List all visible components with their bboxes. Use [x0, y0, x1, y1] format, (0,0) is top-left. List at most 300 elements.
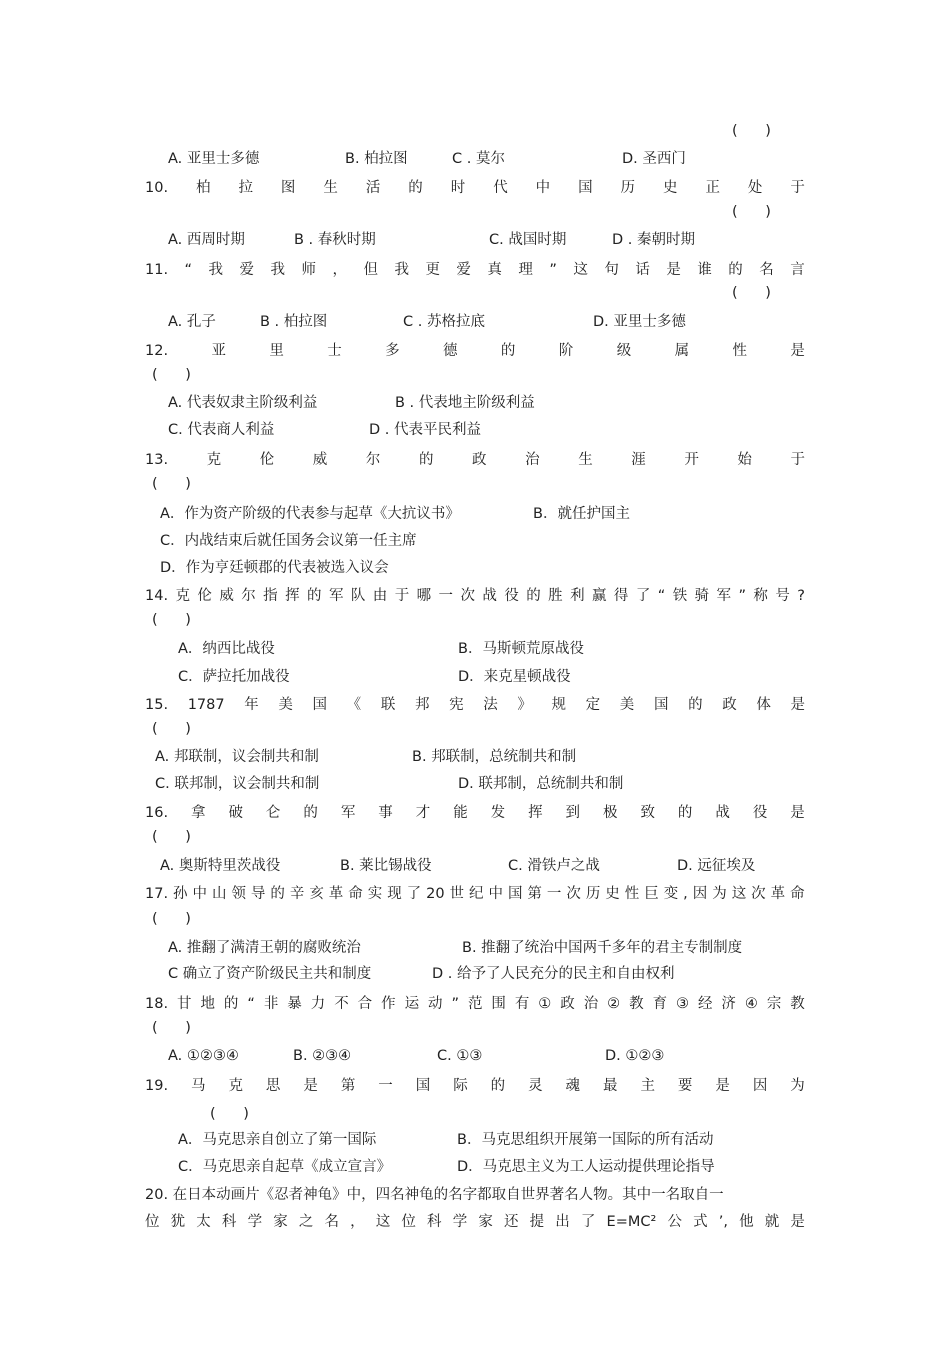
stem-char: 的: [677, 805, 693, 821]
stem-char: 美: [619, 697, 635, 713]
stem-char: 不: [334, 996, 349, 1012]
stem-char: 亚: [211, 343, 226, 359]
q13-option-b: B．就任护国主: [533, 506, 630, 522]
stem-char: ④: [744, 996, 758, 1012]
stem-char: 时: [450, 180, 466, 196]
stem-char: 柏: [196, 180, 211, 196]
stem-char: 次: [751, 886, 766, 902]
stem-char: 的: [303, 805, 318, 821]
stem-char: 我: [394, 262, 409, 278]
stem-char: 事: [378, 805, 393, 821]
stem-char: 辛: [289, 886, 305, 902]
stem-char: 的: [270, 886, 285, 902]
stem-char: 有: [514, 996, 530, 1012]
stem-char: 的: [223, 996, 239, 1012]
q16-stem: [145, 803, 805, 823]
stem-char: 次: [566, 886, 581, 902]
stem-char: 第: [527, 886, 542, 902]
stem-char: ?: [797, 588, 805, 604]
stem-char: 的: [307, 588, 322, 604]
stem-char: 太: [196, 1214, 211, 1230]
q16-option-b: B. 莱比锡战役: [340, 858, 432, 874]
q17-option-d: D . 给予了人民充分的民主和自由权利: [432, 966, 675, 982]
stem-char: 动: [428, 996, 443, 1012]
stem-char: 仑: [265, 805, 281, 821]
stem-char: 克: [228, 1078, 243, 1094]
stem-char: 德: [443, 343, 458, 359]
stem-char: 史: [663, 180, 678, 196]
stem-char: 10.: [145, 180, 169, 196]
stem-char: 多: [385, 343, 400, 359]
stem-char: 科: [221, 1214, 237, 1230]
stem-char: 伦: [197, 588, 212, 604]
stem-char: 1787: [187, 697, 225, 713]
q15-answer-paren: ( ): [152, 721, 191, 737]
stem-char: 力: [310, 996, 326, 1012]
stem-char: 利: [570, 588, 585, 604]
stem-char: 威: [219, 588, 234, 604]
q14-option-b: B．马斯顿荒原战役: [458, 641, 584, 657]
stem-char: 经: [697, 996, 713, 1012]
stem-char: 巨: [644, 886, 659, 902]
stem-char: 非: [263, 996, 279, 1012]
stem-char: 挥: [528, 805, 543, 821]
q12-answer-paren: ( ): [152, 367, 191, 383]
stem-char: 代: [493, 180, 508, 196]
stem-char: 马: [191, 1078, 206, 1094]
stem-char: 法: [483, 697, 498, 713]
stem-char: 生: [578, 452, 593, 468]
q16-option-d: D. 远征埃及: [677, 858, 756, 874]
stem-char: 犹: [170, 1214, 186, 1230]
q19-option-d: D．马克思主义为工人运动提供理论指导: [457, 1159, 715, 1175]
q13-stem: [145, 450, 805, 470]
stem-char: 图: [280, 180, 296, 196]
stem-char: 处: [747, 180, 763, 196]
stem-char: 的: [728, 262, 743, 278]
stem-char: 称: [753, 588, 768, 604]
stem-char: 威: [312, 452, 328, 468]
stem-char: 世: [449, 886, 465, 902]
stem-char: 18.: [145, 996, 169, 1012]
stem-char: 孙: [173, 886, 188, 902]
stem-char: “: [184, 262, 193, 278]
stem-char: 生: [323, 180, 338, 196]
q12-option-c: C. 代表商人利益: [168, 422, 275, 438]
stem-char: 为: [712, 886, 727, 902]
q9-answer-paren: ( ): [732, 123, 771, 139]
stem-char: 始: [737, 452, 752, 468]
q16-option-a: A. 奥斯特里茨战役: [160, 858, 281, 874]
stem-char: ’,: [718, 1214, 728, 1230]
stem-char: 命: [348, 886, 363, 902]
stem-char: 位: [401, 1214, 416, 1230]
stem-char: 主: [640, 1078, 655, 1094]
stem-char: 我: [270, 262, 286, 278]
stem-char: 革: [328, 886, 344, 902]
stem-char: 极: [603, 805, 618, 821]
stem-char: 号: [775, 588, 790, 604]
q12-option-b: B . 代表地主阶级利益: [395, 395, 535, 411]
stem-char: 师: [301, 262, 316, 278]
stem-char: 科: [427, 1214, 442, 1230]
stem-char: “: [657, 588, 666, 604]
stem-char: 济: [721, 996, 736, 1012]
q17-answer-paren: ( ): [152, 911, 191, 927]
stem-char: 役: [752, 805, 768, 821]
stem-char: 年: [244, 697, 259, 713]
q20-stem-line1: 20. 在日本动画片《忍者神龟》中，四名神龟的名字都取自世界著名人物。其中一名取自一: [145, 1187, 724, 1203]
stem-char: 于: [790, 180, 805, 196]
stem-char: 更: [425, 262, 440, 278]
stem-char: 14.: [145, 588, 169, 604]
stem-char: 他: [739, 1214, 754, 1230]
stem-char: 谁: [697, 262, 712, 278]
stem-char: 发: [490, 805, 506, 821]
stem-char: ”: [451, 996, 459, 1012]
q10-answer-paren: ( ): [732, 204, 771, 220]
stem-char: 的: [408, 180, 423, 196]
stem-char: 实: [367, 886, 383, 902]
q12-stem: [145, 341, 805, 361]
q10-option-b: B . 春秋时期: [294, 232, 376, 248]
stem-char: 国: [578, 180, 593, 196]
stem-char: 12.: [145, 343, 169, 359]
q15-option-d: D. 联邦制，总统制共和制: [458, 776, 624, 792]
stem-char: 名: [324, 1214, 339, 1230]
stem-char: 革: [770, 886, 786, 902]
stem-char: ③: [676, 996, 690, 1012]
stem-char: 宪: [449, 697, 464, 713]
stem-char: 士: [327, 343, 342, 359]
stem-char: 位: [145, 1214, 160, 1230]
stem-char: 思: [265, 1078, 281, 1094]
q19-answer-paren: ( ): [210, 1106, 249, 1122]
stem-char: 邦: [414, 697, 430, 713]
q19-stem: [145, 1076, 805, 1096]
q11-option-b: B . 柏拉图: [260, 314, 328, 330]
stem-char: 因: [692, 886, 708, 902]
stem-char: 中: [192, 886, 207, 902]
q9-option-c: C . 莫尔: [452, 151, 505, 167]
q13-option-c: C．内战结束后就任国务会议第一任主席: [160, 533, 417, 549]
q15-stem: [145, 695, 805, 715]
q11-stem: [145, 260, 805, 280]
stem-char: 因: [752, 1078, 768, 1094]
stem-char: 历: [620, 180, 636, 196]
stem-char: 才: [415, 805, 431, 821]
stem-char: 纪: [469, 886, 484, 902]
stem-char: 学: [452, 1214, 468, 1230]
stem-char: 围: [491, 996, 506, 1012]
stem-char: 属: [674, 343, 690, 359]
stem-char: 的: [688, 697, 703, 713]
stem-char: 领: [231, 886, 246, 902]
stem-char: 次: [460, 588, 475, 604]
stem-char: 理: [518, 262, 533, 278]
stem-char: 提: [529, 1214, 545, 1230]
stem-char: 克: [206, 452, 222, 468]
stem-char: 的: [500, 343, 516, 359]
stem-char: 国: [653, 697, 669, 713]
q12-option-d: D . 代表平民利益: [369, 422, 481, 438]
stem-char: 胜: [548, 588, 563, 604]
stem-char: 16.: [145, 805, 169, 821]
stem-char: 这: [573, 262, 588, 278]
stem-char: “: [247, 996, 255, 1012]
q18-stem: [145, 994, 805, 1014]
stem-char: 里: [269, 343, 284, 359]
stem-char: 伦: [259, 452, 275, 468]
q9-option-a: A. 亚里士多德: [168, 151, 260, 167]
q20-stem-line2: [145, 1212, 805, 1232]
stem-char: ，: [332, 262, 347, 278]
stem-char: 际: [453, 1078, 468, 1094]
stem-char: 教: [790, 996, 805, 1012]
q19-option-c: C．马克思亲自起草《成立宣言》: [178, 1159, 392, 1175]
stem-char: 战: [482, 588, 497, 604]
stem-char: 》: [517, 697, 532, 713]
q19-option-b: B．马克思组织开展第一国际的所有活动: [457, 1132, 714, 1148]
stem-char: 是: [790, 697, 805, 713]
stem-char: ,: [683, 886, 688, 902]
stem-char: 之: [298, 1214, 314, 1230]
stem-char: 名: [759, 262, 774, 278]
stem-char: ①: [538, 996, 552, 1012]
stem-char: 治: [583, 996, 599, 1012]
stem-char: 尔: [365, 452, 381, 468]
stem-char: 合: [357, 996, 373, 1012]
stem-char: 学: [247, 1214, 263, 1230]
stem-char: 要: [677, 1078, 693, 1094]
stem-char: 句: [604, 262, 619, 278]
stem-char: 活: [365, 180, 381, 196]
q16-answer-paren: ( ): [152, 829, 191, 845]
q10-option-d: D . 秦朝时期: [612, 232, 695, 248]
stem-char: 还: [503, 1214, 519, 1230]
stem-char: 赢: [592, 588, 607, 604]
stem-char: 能: [453, 805, 468, 821]
stem-char: 政: [472, 452, 487, 468]
stem-char: 亥: [309, 886, 324, 902]
q11-answer-paren: ( ): [732, 285, 771, 301]
stem-char: 涯: [631, 452, 646, 468]
stem-char: 定: [585, 697, 601, 713]
stem-char: 现: [387, 886, 402, 902]
stem-char: 了: [406, 886, 422, 902]
stem-char: 11.: [145, 262, 169, 278]
stem-char: 美: [278, 697, 293, 713]
q10-option-a: A. 西周时期: [168, 232, 245, 248]
q17-option-a: A. 推翻了满清王朝的腐败统治: [168, 940, 361, 956]
stem-char: 的: [418, 452, 434, 468]
stem-char: 我: [208, 262, 224, 278]
stem-char: ”: [738, 588, 746, 604]
stem-char: 联: [380, 697, 396, 713]
q17-option-b: B. 推翻了统治中国两千多年的君主专制制度: [462, 940, 743, 956]
q10-stem: [145, 178, 805, 198]
stem-char: 性: [624, 886, 640, 902]
q18-answer-paren: ( ): [152, 1020, 191, 1036]
q13-option-a: A．作为资产阶级的代表参与起草《大抗议书》: [160, 506, 460, 522]
stem-char: 这: [731, 886, 747, 902]
stem-char: 开: [684, 452, 699, 468]
stem-char: 公: [667, 1214, 682, 1230]
stem-char: 真: [487, 262, 502, 278]
stem-char: 破: [228, 805, 243, 821]
stem-char: E=MC²: [606, 1214, 657, 1230]
stem-char: ，: [350, 1214, 365, 1230]
q10-option-c: C. 战国时期: [489, 232, 567, 248]
stem-char: 骑: [694, 588, 710, 604]
stem-char: 家: [273, 1214, 288, 1230]
stem-char: 致: [640, 805, 655, 821]
stem-char: 就: [764, 1214, 780, 1230]
q19-option-a: A．马克思亲自创立了第一国际: [178, 1132, 377, 1148]
stem-char: 运: [404, 996, 420, 1012]
q17-option-c: C 确立了资产阶级民主共和制度: [168, 966, 372, 982]
q11-option-a: A. 孔子: [168, 314, 216, 330]
stem-char: 指: [263, 588, 278, 604]
stem-char: 一: [378, 1078, 393, 1094]
stem-char: 教: [629, 996, 644, 1012]
q9-option-d: D. 圣西门: [622, 151, 686, 167]
stem-char: 13.: [145, 452, 169, 468]
q14-answer-paren: ( ): [152, 612, 191, 628]
stem-char: 正: [705, 180, 720, 196]
stem-char: 哪: [416, 588, 432, 604]
stem-char: 是: [666, 262, 681, 278]
stem-char: 得: [613, 588, 629, 604]
stem-char: 的: [490, 1078, 506, 1094]
stem-char: 宗: [766, 996, 782, 1012]
stem-char: 第: [340, 1078, 356, 1094]
stem-char: 历: [585, 886, 601, 902]
stem-char: 命: [790, 886, 805, 902]
stem-char: 导: [250, 886, 266, 902]
stem-char: 育: [652, 996, 668, 1012]
q11-option-c: C . 苏格拉底: [403, 314, 485, 330]
stem-char: 体: [756, 697, 771, 713]
stem-char: 甘: [177, 996, 192, 1012]
stem-char: 为: [790, 1078, 805, 1094]
stem-char: 17.: [145, 886, 169, 902]
stem-char: 铁: [672, 588, 688, 604]
q14-stem: [145, 586, 805, 606]
q18-option-b: B. ②③④: [293, 1048, 352, 1064]
stem-char: 政: [722, 697, 737, 713]
stem-char: 魂: [565, 1078, 581, 1094]
stem-char: 军: [716, 588, 732, 604]
stem-char: 国: [312, 697, 328, 713]
stem-char: 爱: [456, 262, 471, 278]
stem-char: 作: [381, 996, 396, 1012]
stem-char: 是: [790, 1214, 805, 1230]
stem-char: 克: [175, 588, 190, 604]
stem-char: 队: [350, 588, 366, 604]
stem-char: 役: [504, 588, 519, 604]
stem-char: 国: [415, 1078, 431, 1094]
stem-char: 20: [426, 886, 445, 902]
q9-option-b: B. 柏拉图: [345, 151, 408, 167]
q14-option-c: C．萨拉托加战役: [178, 669, 290, 685]
stem-char: 挥: [285, 588, 300, 604]
q15-option-b: B. 邦联制，总统制共和制: [412, 749, 577, 765]
stem-char: 拿: [191, 805, 206, 821]
q13-answer-paren: ( ): [152, 476, 191, 492]
stem-char: 的: [526, 588, 541, 604]
stem-char: 军: [340, 805, 356, 821]
stem-char: 军: [328, 588, 344, 604]
stem-char: 中: [488, 886, 503, 902]
stem-char: 尔: [241, 588, 256, 604]
stem-char: 话: [635, 262, 650, 278]
stem-char: 了: [635, 588, 651, 604]
stem-char: 阶: [558, 343, 574, 359]
stem-char: 国: [507, 886, 523, 902]
q11-option-d: D. 亚里士多德: [593, 314, 686, 330]
q14-option-a: A．纳西比战役: [178, 641, 275, 657]
q16-option-c: C. 滑铁卢之战: [508, 858, 600, 874]
stem-char: 是: [790, 805, 805, 821]
stem-char: 由: [372, 588, 388, 604]
stem-char: 性: [732, 343, 747, 359]
q17-stem: [145, 884, 805, 904]
stem-char: 中: [535, 180, 551, 196]
stem-char: 山: [211, 886, 227, 902]
stem-char: 范: [467, 996, 483, 1012]
stem-char: 家: [478, 1214, 493, 1230]
stem-char: 级: [616, 343, 632, 359]
stem-char: 于: [394, 588, 410, 604]
stem-char: 拉: [238, 180, 253, 196]
stem-char: 《: [346, 697, 362, 713]
stem-char: 是: [790, 343, 805, 359]
stem-char: 于: [790, 452, 805, 468]
stem-char: 一: [438, 588, 454, 604]
q18-option-c: C. ①③: [437, 1048, 483, 1064]
q13-option-d: D．作为亨廷顿郡的代表被选入议会: [160, 560, 389, 576]
stem-char: 治: [525, 452, 540, 468]
stem-char: 地: [200, 996, 215, 1012]
q15-option-a: A. 邦联制，议会制共和制: [155, 749, 319, 765]
stem-char: 变: [663, 886, 679, 902]
stem-char: 这: [375, 1214, 391, 1230]
stem-char: 了: [580, 1214, 596, 1230]
stem-char: 灵: [528, 1078, 543, 1094]
stem-char: 15.: [145, 697, 169, 713]
q18-option-d: D. ①②③: [605, 1048, 665, 1064]
q14-option-d: D．来克星顿战役: [458, 669, 571, 685]
stem-char: ②: [607, 996, 621, 1012]
stem-char: 但: [363, 262, 378, 278]
stem-char: ”: [549, 262, 557, 278]
stem-char: 政: [560, 996, 575, 1012]
stem-char: 一: [546, 886, 562, 902]
stem-char: 19.: [145, 1078, 169, 1094]
stem-char: 是: [715, 1078, 730, 1094]
stem-char: 爱: [239, 262, 255, 278]
stem-char: 出: [555, 1214, 570, 1230]
stem-char: 到: [565, 805, 581, 821]
q12-option-a: A. 代表奴隶主阶级利益: [168, 395, 318, 411]
q18-option-a: A. ①②③④: [168, 1048, 239, 1064]
stem-char: 规: [551, 697, 567, 713]
stem-char: 是: [303, 1078, 318, 1094]
stem-char: 暴: [287, 996, 302, 1012]
stem-char: 史: [605, 886, 620, 902]
stem-char: 式: [693, 1214, 708, 1230]
